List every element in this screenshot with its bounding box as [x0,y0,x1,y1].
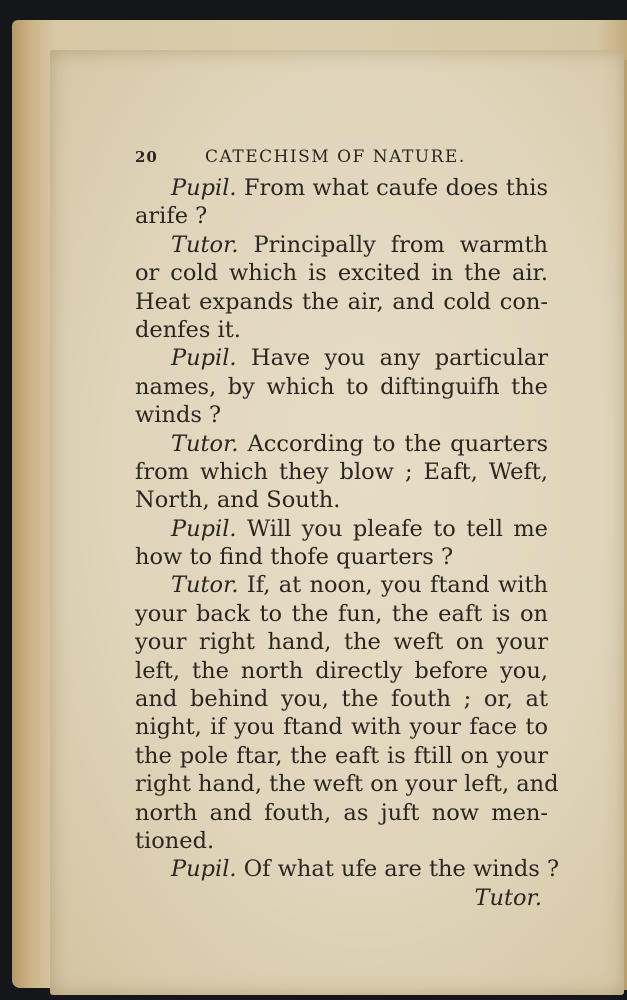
text-line [135,657,548,685]
text-line [135,827,548,855]
line-text: From what caufe does this [236,175,548,201]
text-line [135,373,548,401]
line-text: If, at noon, you ftand with [238,572,548,599]
line-text: north and fouth, as juft now men- [135,799,548,826]
catchword: Tutor. [474,884,542,911]
line-text: and behind you, the fouth ; or, at [135,686,548,713]
line-text: your back to the fun, the eaft is on [135,600,548,627]
page-number: 20 [135,148,158,166]
line-text: According to the quarters [238,430,548,457]
text-line [135,401,548,429]
line-text: North, and South. [135,487,341,514]
line-text: how to find thofe quarters ? [135,544,454,571]
line-text: Principally from warmth [238,231,548,258]
text-line [135,799,548,827]
line-text: the pole ftar, the eaft is ftill on your [135,742,548,769]
line-text: denfes it. [135,316,241,343]
running-title: CATECHISM OF NATURE. [205,147,466,167]
speaker-label: Tutor. [171,572,239,599]
running-header [135,142,548,172]
line-text: Heat expands the air, and cold con- [135,288,548,315]
text-line [135,174,548,202]
line-text: left, the north directly before you, [135,657,548,684]
line-text: tioned. [135,827,215,854]
line-text: names, by which to diftinguifh the [135,373,548,400]
line-text: from which they blow ; Eaft, Weft, [135,458,548,485]
text-line [135,628,548,656]
text-line [135,515,548,543]
line-text: winds ? [135,402,222,429]
text-line [135,855,560,883]
body-text [135,174,560,884]
speaker-label: Tutor. [171,231,239,258]
text-line [135,742,548,770]
text-line [135,259,548,287]
text-line [135,685,548,713]
line-text: Of what ufe are the winds ? [236,856,560,883]
text-line [135,486,548,514]
line-text: night, if you ftand with your face to [135,714,548,741]
line-text: arife ? [135,203,208,230]
text-line [135,571,548,599]
text-block [135,142,560,912]
line-text: or cold which is excited in the air. [135,260,548,287]
speaker-label: Pupil. [171,175,237,201]
text-line [135,288,548,316]
line-text: your right hand, the weft on your [135,629,548,656]
line-text: right hand, the weft on your left, and [135,771,559,798]
speaker-label: Pupil. [171,345,237,372]
line-text: Have you any particular [236,345,548,372]
text-line [135,202,548,230]
text-line [135,316,548,344]
text-line [135,600,548,628]
text-line [135,231,548,259]
speaker-label: Tutor. [171,430,239,457]
text-line [135,770,559,798]
text-line [135,458,548,486]
text-line [135,430,548,458]
line-text: Will you pleafe to tell me [236,515,548,542]
text-line [135,543,548,571]
speaker-label: Pupil. [171,856,237,883]
speaker-label: Pupil. [171,515,237,542]
text-line [135,713,548,741]
text-line [135,344,548,372]
